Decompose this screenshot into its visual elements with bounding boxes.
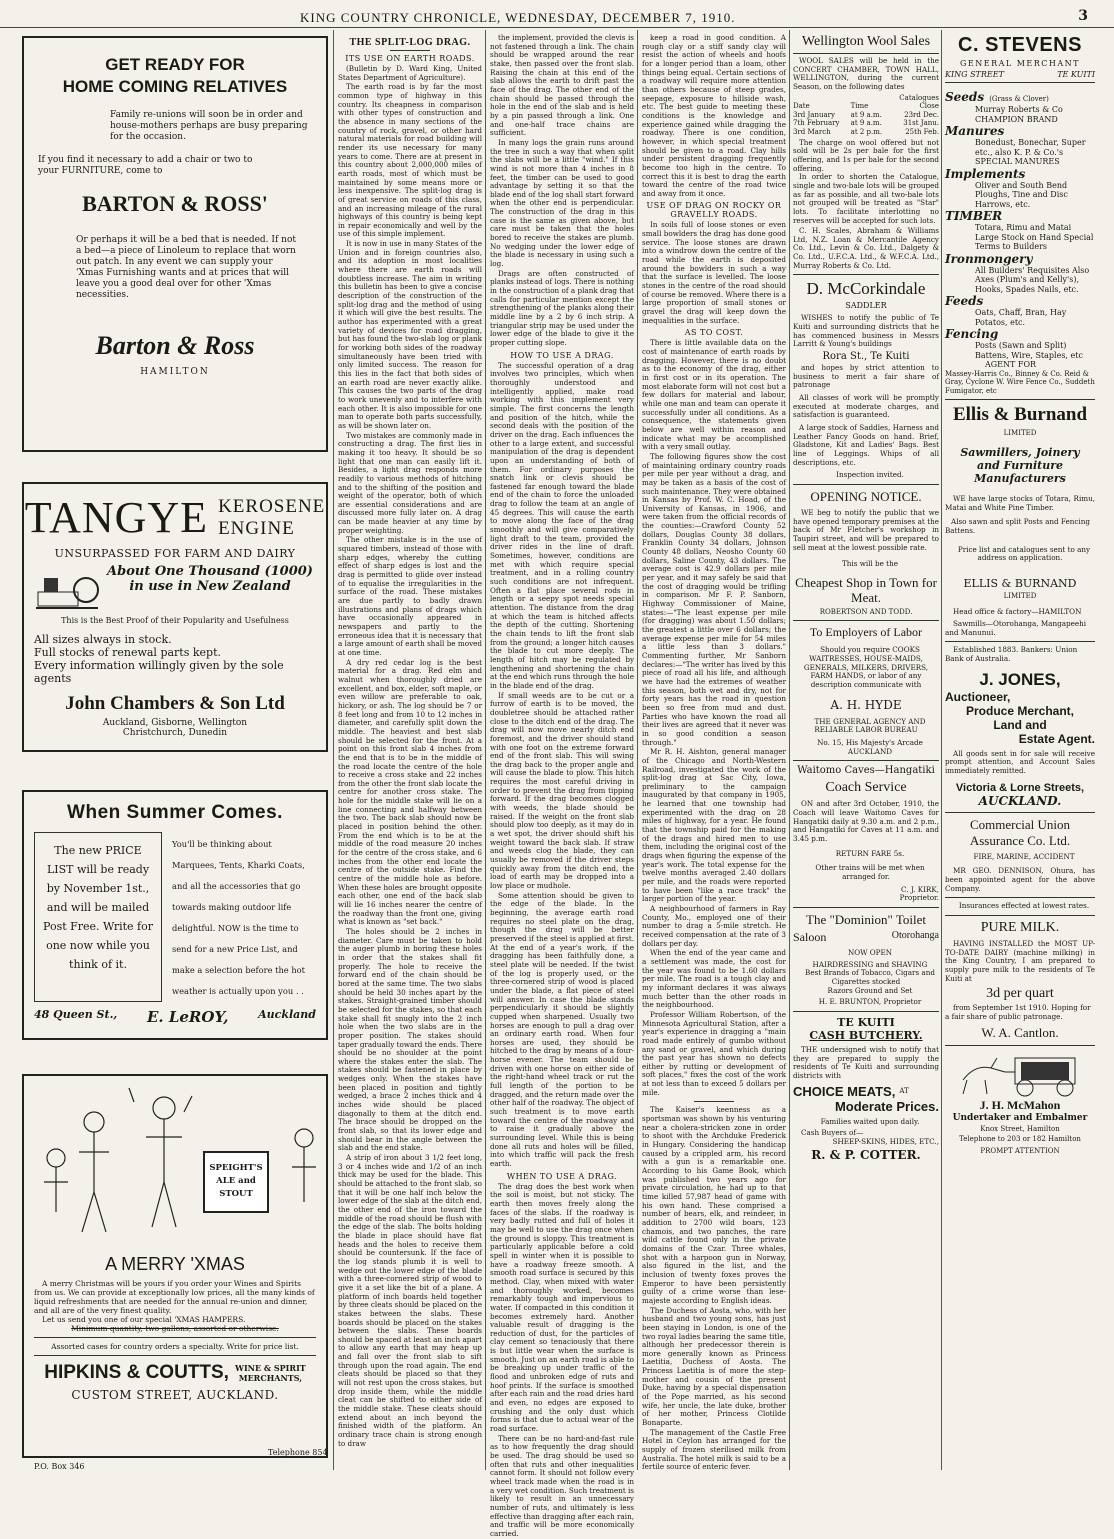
table-cell: 31st Janu.	[903, 119, 939, 128]
hipkins-hampers: Let us send you one of our special 'XMAS HAMPERS.	[42, 1315, 246, 1324]
ellis-body: WE have large stocks of Totara, Rimu, Matai and White Pine Timber.	[945, 493, 1095, 512]
article-paragraph: If small weeds are to be cut or a furrow of earth is to be moved, the doubletree should be attached rather close to the ditch end of the drag. The drag will now move nearly ditch end foremost, and the driver should stand with one foot on the extreme forward end of the front slab. This will swing the drag back to the proper angle and will cause the blade to plow. This hitch requires the most careful driving in order to prevent the drag from tipping forward. If the drag becomes clogged with weeds, the blade should be raised. If the weight on the front slab should plow too deeply, as it may do in a wet spot, the driver should shift his weight toward the back slab. If straw and weeds clog the blade, they can usually be removed if the driver steps quickly away from the ditch end, the load of earth may be dropped into a low place or mudhole.	[490, 690, 634, 890]
article-paragraph: Drags are often constructed of planks instead of logs. There is nothing in the construction of a plank drag that calls for particular mention except the strengthening of the planks along their middle line by a 2 by 6 inch strip. A triangular strip may be used under the lower edge of the blade to give it the proper cutting slope.	[490, 268, 634, 347]
jones-city: AUCKLAND.	[978, 793, 1062, 808]
speights-sign	[204, 1162, 268, 1201]
article-paragraph: The following figures show the cost of maintaining ordinary country roads per mile per year without a drag, and may be taken as a basis of the cost of such maintenance. They were obtained in Kansas by Prof. W. C. Hoad, of the University of Kansas, in 1906, and were taken from the official records of the counties:—Crawford County 52 dollars, Douglas County 38 dollars, Franklin County 34 dollars, Johnson County 48 dollars, Neosho County 60 dollars, Saline County, 43 dollars. The average cost is 42.9 dollars per mile per year, and it may safely be said that the cost of dragging would be trifling in comparison. Mr F. P. Sanborn, Highway Commissioner of Maine, states:—"The least expense per mile (for dragging) was about 1.50 dollars; the greatest a little over 6 dollars; the average expense per mile for 54 miles a little less than 3 dollars." Commenting further, Mr Sanborn declares:—"The writer has lived by this piece of road all his life, and although we have had the extremes of weather this season, both wet and dry, not for forty years has the road in question been so free from mud and dust. Parties who have known the road all their lives are agreed that it never was in so good condition a season through."	[642, 451, 786, 747]
jones-title: Produce Merchant,	[965, 703, 1075, 718]
saloon-town: Otorohanga	[891, 929, 939, 941]
hyde-ad	[793, 625, 939, 756]
wool-body: WOOL SALES will be held in the CONCERT CHAMBER, TOWN HALL, WELLINGTON, during the current Season, on the following dates	[793, 56, 939, 91]
mccork-body: and hopes by strict attention to business to merit a fair share of patronage	[793, 363, 939, 390]
section-label: Implements	[945, 166, 1026, 181]
opening-title: OPENING NOTICE.	[810, 488, 922, 504]
article-paragraph: The successful operation of a drag involves two principles, which when thoroughly understood and intelligently applied, make road working with this implement very simple. The first concerns the length and position of the hitch, while the second deals with the position of the driver on the drag. Each influences the other to a large extent, and successful manipulation of the drag is dependent upon an understanding of both of them. For ordinary purposes the snatch link or clevis should be fastened far enough toward the blade end of the chain to force the unloaded drag to follow the team at an angle of 45 degrees. This will cause the earth to move along the face of the drag smoothly and will give comparatively light draft to the team, provided the driver rides in the line of draft. Sometimes, however, conditions are met with which require special treatment, and in a rolling country such conditions are not infrequent. Often a flat place several rods in length or a seepy spot needs special attention. The distance from the drag at which the team is hitched affects the depth of the cutting. Shortening the chain tends to lift the front slab from the ground; a longer hitch causes the blade to cut more deeply. The length of hitch may be regulated by lengthening and shortening the chain at the end which runs through the hole in the blade end of the drag.	[490, 360, 634, 690]
article-paragraph: Two mistakes are commonly made in constructing a drag. The first lies in making it too heavy. It should be so light that one man can easily lift it. Besides, a light drag responds more readily to various methods of hitching and to the shifting of the position and weight of the operator, both of which are essential considerations and are discussed more fully later on. A drag can be made heavier at any time by proper weighting.	[338, 430, 482, 535]
ad-headline: HOME COMING RELATIVES	[62, 77, 288, 96]
list-item: Full stocks of renewal parts kept.	[34, 646, 221, 659]
tangye-name: TANGYE	[24, 493, 209, 542]
tangye-kind2: ENGINE	[218, 517, 295, 539]
butchery-choice: CHOICE MEATS,	[793, 1083, 896, 1099]
coach-prop: Proprietor.	[899, 893, 939, 903]
hyde-body: Should you require COOKS WAITRESSES, HOUSE-MAIDS, GENERALS, MILKERS, DRIVERS, FARM HANDS, or labor of any description communicate with	[803, 645, 929, 690]
butchery-title: CASH BUTCHERY.	[809, 1028, 923, 1042]
tangye-line1: UNSURPASSED FOR FARM AND DAIRY	[54, 547, 296, 560]
hipkins-firm: HIPKINS & COUTTS,	[44, 1362, 229, 1383]
wool-text: The charge on wool offered but not sold will be 2s per bale for the first offering, and 1s per bale for the second offering.	[793, 137, 939, 173]
article-column-3	[642, 34, 786, 1470]
mccork-body: All classes of work will be promptly executed at moderate charges, and satisfaction is guaranteed.	[793, 393, 939, 420]
table-cell: 25th Feb.	[905, 128, 939, 136]
article-paragraph: In soils full of loose stones or even small bowlders the drag has done good service. The loose stones are drawn into a windrow down the centre of the road while the earth is deposited around the bowlders in such a way that the surface is levelled. The loose stones in the centre of the road should of course be removed. Where there is a large proportion of small stones or gravel the drag will keep down the inequalities in the surface.	[642, 220, 786, 325]
article-paragraph: The drag does the best work when the soil is moist, but not sticky. The earth then moves freely along the faces of the slabs. If the roadway is very badly rutted and full of holes it may be well to use the drag once when the ground is sloppy. This treatment is particularly applicable before a cold spell in winter when it is possible to have a roadway freeze smooth. A smooth road surface is secured by this method. Clay, when mixed with water and thoroughly worked, becomes remarkably tough and impervious to water. If compacted in this condition it becomes extremely hard. Another valuable result of dragging is the reduction of dust, for the particles of clay cement so tenaciously that there is but little wear when the surface is smooth. Just on an earth road is able to be breaking up under traffic of the flood and unbroken edge of ruts and hoof prints. If the surface is smoothed after each rain and the road dries hard and even, no edges are exposed to crushing and the only dust which forms is that due to actual wear of the road surface.	[490, 1181, 634, 1434]
column-rule	[941, 30, 942, 1470]
opening-cheap: Cheapest Shop in Town for Meat.	[795, 574, 937, 605]
table-cell: at 9 a.m.	[850, 110, 882, 119]
leroy-city: Auckland	[258, 1008, 316, 1021]
coach-service-ad	[793, 765, 939, 903]
article-paragraph: Professor William Robertson, of the Minnesota Agricultural Station, after a year's experience in dragging a "main road made entirely of gumbo without any sand or gravel, and which during the past year has shown no defects either by rutting or development of soft places," fixes the cost of the work at not less than to exceed 5 dollars per mile.	[642, 1009, 786, 1097]
section-label: TIMBER	[945, 209, 1003, 223]
list-item: Every information willingly given by the sole agents	[34, 659, 284, 685]
wool-dates-table	[793, 94, 939, 137]
po-box: P.O. Box 346	[34, 1462, 85, 1471]
sign-line: ALE and	[216, 1176, 256, 1186]
article-paragraph: The other mistake is in the use of squared timbers, instead of those with sharp edges, whereby the cutting effect of sharp edges is lost and the drag is permitted to glide over instead of to equalise the irregularities in the surface of the road. These mistakes are due partly to badly drawn illustrations and plans of drags which have occasionally appeared in newspapers and partly to the erroneous idea that it is necessary that a large amount of earth shall be moved at one time.	[338, 535, 482, 657]
ellis-title: Ellis & Burnand	[952, 404, 1088, 426]
leroy-name: E. LeROY,	[146, 1008, 229, 1026]
jones-body: All goods sent in for sale will receive prompt attention, and Account Sales immediately remitted.	[945, 748, 1095, 775]
table-header: Date	[793, 102, 810, 111]
wool-text: In order to shorten the Catalogue, single and two-bale lots will be grouped as far as possible, and all two-bale lots not grouped will be treated as "Star" lots. To facilitate interlotting no reserves will be accepted for such lots.	[793, 172, 939, 225]
tangye-firm: John Chambers & Son Ltd	[65, 693, 285, 714]
commercial-lines: FIRE, MARINE, ACCIDENT	[973, 851, 1075, 861]
tangye-kind1: KEROSENE	[218, 495, 326, 517]
ellis-trade: Manufacturers	[974, 471, 1066, 485]
mcmahon-ad	[945, 1050, 1095, 1156]
article-subhead: USE OF DRAG ON ROCKY OR GRAVELLY ROADS.	[646, 201, 782, 220]
column-rule	[789, 30, 790, 1470]
section-body: Bonedust, Bonechar, Super etc., also K. P. & Co.'s SPECIAL MANURES	[975, 138, 1086, 166]
leroy-address: 48 Queen St.,	[34, 1008, 118, 1021]
barton-ross-ad	[22, 36, 328, 452]
tangye-kind	[218, 496, 325, 540]
table-cell: 3rd January	[793, 110, 835, 119]
hyde-city: AUCKLAND	[847, 746, 893, 756]
section-body: Totara, Rimu and Matai Large Stock on Hand Special Terms to Builders	[975, 223, 1094, 251]
table-cell: 23rd Dec.	[904, 110, 939, 119]
jones-title: Auctioneer,	[945, 689, 1011, 704]
article-subhead: HOW TO USE A DRAG.	[510, 350, 614, 360]
milk-title: PURE MILK.	[980, 919, 1060, 935]
news-paragraph: The management of the Castle Free Hotel in Ceylon has arranged for the supply of frozen sterilised milk from Australia. The hotel milk is said to be a fertile source of enteric fever.	[642, 1427, 786, 1472]
trade-line: WINE & SPIRIT	[234, 1363, 306, 1373]
article-paragraph: When the end of the year came and a settlement was made, the cost for the year was found to be 1.60 dollars per mile. The road is a tough clay and my informant declares it was always much better than the other roads in the neighbourhood.	[642, 948, 786, 1010]
ellis-name2: ELLIS & BURNAND	[963, 576, 1077, 590]
butchery-body: THE undersigned wish to notify that they are prepared to supply the residents of Te Kuiti and surrounding districts with	[793, 1044, 939, 1080]
tangye-line3: This is the Best Proof of their Popularity and Usefulness	[61, 616, 289, 625]
article-paragraph: the implement, provided the clevis is not fastened through a link. The chain should be wrapped around the rear stake, then passed over the front slab. Raising the chain at this end of the slab allows the earth to drift past the face of the drag. The other end of the chain should be passed through the hole in the end of the slab and is held by a pin passed through a link. One and one-half trace chains are sufficient.	[490, 33, 634, 138]
mccork-body: WISHES to notify the public of Te Kuiti and surrounding districts that he has commenced business in Messrs Larritt & Young's buildings	[793, 313, 939, 349]
hipkins-phone: Telephone 854	[268, 1448, 328, 1457]
ellis-office: Head office & factory—HAMILTON	[953, 607, 1082, 617]
hipkins-firm-row	[34, 1362, 316, 1384]
ad-signature: Barton & Ross	[95, 331, 255, 360]
table-cell: 3rd March	[793, 128, 831, 136]
hyde-title: To Employers of Labor	[809, 625, 923, 640]
jones-street: Victoria & Lorne Streets,	[955, 781, 1085, 794]
small-ads-column	[793, 34, 939, 1470]
hearse-illustration	[945, 1050, 1095, 1098]
butchery-families: Families waited upon daily.	[820, 1116, 920, 1126]
saloon-brands: Best Brands of Tobacco, Cigars and Cigarettes stocked	[805, 968, 935, 986]
jones-est: Established 1883. Bankers: Union Bank of Australia.	[945, 645, 1078, 664]
article-paragraph: Some attention should be given to the edge of the blade. In the beginning, the average earth road requires no steel plate on the drag, though the drag will be better preserved if the steel is applied at first. At the end of a year's work, if the dragging has been faithfully done, a steel plate will be needed. If the twist of the log is properly used, or the three-cornered strip of wood is placed under the blade, a flat piece of steel will answer. In case the blade stands perpendicularly it should be slightly cupped when sharpened. Usually two horses are enough to pull a drag over an ordinary earth road. When four horses are used, they should be hitched to the drag by means of a four-horse evener. The team should be driven with one horse on either side of the right-hand wheel track or rut the full length of the portion to be dragged, and the return made over the other half of the roadway. The object of such treatment is to move earth toward the centre of the roadway and to raise it gradually above the surrounding level. While this is being done all ruts and holes will be filled, into which traffic will pack the fresh earth.	[490, 890, 634, 1168]
saloon-body: HAIRDRESSING and SHAVING	[812, 959, 928, 969]
section-body: All Builders' Requisites Also Axes (Plum's and Kelly's), Hooks, Spades Nails, etc.	[975, 265, 1090, 294]
mcmahon-attention: PROMPT ATTENTION	[980, 1146, 1060, 1155]
ad-intro: Family re-unions will soon be in order and house-mothers perhaps are busy preparing for the occasion.	[110, 110, 308, 142]
table-header: Time	[850, 102, 869, 111]
column-rule	[485, 30, 486, 1470]
article-paragraph: Mr R. H. Aishton, general manager of the Chicago and North-Western Railroad, investigated the work of the split-log drag at Sac City, Iowa, preliminary to the campaign inaugurated by that company in 1905, he learned that one township had experimented with the drag on 28 miles of highway, for a year. He found that the township paid for the making of the drags and hired men to use them, including the original cost of the drags when figuring the expense of the year's work. The total expense for the twelve months averaged 2.40 dollars per mile, and the roads were reported to have been "like a race track" the larger portion of the year.	[642, 747, 786, 904]
saloon-title: The "Dominion" Toilet	[806, 911, 926, 927]
mccork-street: Rora St., Te Kuiti	[822, 351, 910, 363]
article-subtitle: ITS USE ON EARTH ROADS.	[345, 54, 475, 63]
section-label: Ironmongery	[945, 251, 1033, 266]
ellis-limited: LIMITED	[1003, 429, 1037, 438]
stevens-agent-body: Massey-Harris Co., Binney & Co. Reid & Gray, Cyclone W. Wire Fence Co., Suddeth Fumigator, etc	[945, 369, 1095, 395]
butchery-at: AT	[899, 1086, 909, 1095]
coach-fare: RETURN FARE 5s.	[835, 848, 905, 858]
hipkins-coutts-ad	[22, 1074, 328, 1458]
saloon-open: NOW OPEN	[847, 947, 893, 957]
table-cell: at 9 a.m.	[850, 119, 882, 128]
christmas-illustration	[34, 1082, 316, 1252]
leroy-title: When Summer Comes.	[67, 802, 283, 823]
article-paragraph: keep a road in good condition. A rough clay or a stiff sandy clay will resist the action of wheels and hoofs for a longer period than a loam, other things being equal. Certain sections of a roadway will require more attention than others because of steep grades, seepage, exposure to hillside wash, etc. The best guide to meeting these conditions is the knowledge and experience gained while dragging the roadway. There is one condition, however, in which special treatment should be given to a road. Clay hills under persistent dragging frequently become too high in the centre. To correct this it is best to drag the earth toward the centre of the road twice and away from it once.	[642, 33, 786, 198]
leroy-footer	[34, 1008, 316, 1026]
commercial-note: Insurances effected at lowest rates.	[958, 901, 1090, 911]
butchery-prices: Moderate Prices.	[834, 1098, 939, 1114]
mcmahon-name: J. H. McMahon	[979, 1097, 1061, 1112]
table-header: Catalogues	[899, 93, 939, 102]
butchery-town: TE KUITI	[837, 1015, 895, 1029]
stevens-ad	[945, 34, 1095, 395]
article-paragraph: There can be no hard-and-fast rule as to how frequently the drag should be used. The drag should be used so often that ruts and other inequalities cannot form. It should not follow every wheel track made when the road is in a very wet condition. Such treatment is likely to result in an unnecessary number of ruts, and ultimately is less effective than dragging after each rain, and traffic will be more economically carried.	[490, 1433, 634, 1538]
coach-title: Waitomo Caves—Hangatiki	[797, 765, 935, 777]
commercial-title: Commercial Union Assurance Co. Ltd.	[969, 816, 1071, 848]
coach-body: ON and after 3rd October, 1910, the Coach will leave Waitomo Caves for Hangatiki daily at 9.30 a.m. and 2 p.m., and Hangatiki for Caves at 11 a.m. and 3.45 p.m.	[793, 799, 939, 843]
table-row	[793, 111, 939, 120]
stevens-address	[945, 70, 1095, 79]
milk-name: W. A. Cantlon.	[981, 1024, 1059, 1040]
mccork-trade: SADDLER	[845, 301, 887, 311]
mccorkindale-ad	[793, 279, 939, 480]
jones-ad	[945, 646, 1095, 807]
tangye-cities: Auckland, Gisborne, Wellington	[102, 718, 248, 728]
opening-body: WE beg to notify the public that we have opened temporary premises at the back of Mr Fletcher's workshop in Taupiri street, and will be prepared to sell meat at the lowest possible rate.	[793, 507, 939, 552]
stevens-agent: AGENT FOR	[985, 360, 1037, 369]
hipkins-assorted: Assorted cases for country orders a specialty. Write for price list.	[51, 1342, 299, 1351]
trade-line: MERCHANTS,	[238, 1373, 302, 1383]
saloon-razors: Razors Ground and Set	[827, 985, 913, 995]
section-body: Oats, Chaff, Bran, Hay Potatos, etc.	[975, 308, 1067, 327]
sign-line: STOUT	[219, 1189, 253, 1199]
list-item: All sizes always in stock.	[34, 633, 172, 646]
mccork-body: A large stock of Saddles, Harness and Leather Fancy Goods on hand. Brief, Gladstone, Kit and Ladies' Bags. Best line of Leggings. Whips of all descriptions, etc.	[793, 423, 939, 467]
dominion-saloon-ad	[793, 912, 939, 1007]
ellis-limited2: LIMITED	[1003, 591, 1037, 600]
ellis-body: Price list and catalogues sent to any address on application.	[957, 544, 1091, 563]
section-note: (Grass & Clover)	[989, 95, 1049, 103]
ellis-mills: Sawmills—Otorohanga, Mangapeehi and Manunui.	[945, 619, 1087, 637]
article-paragraph: The earth road is by far the most common type of highway in this country. Its cheapness in comparison with other types of construction and the absence in many sections of the country of rock, gravel, or other hard natural materials for road building will render its use necessary for many years to come. There are at present in this country about 2,000,000 miles of earth roads, most of which must be maintained by some means more or less inexpensive. The split-log drag is of great service on roads of this class, and an increasing mileage of the rural highways of this country is being kept in repair economically and well by the use of this simple implement.	[338, 82, 482, 239]
column-rule	[333, 30, 334, 1470]
hipkins-minimum: Minimum quantity, two gallons, assorted or otherwise.	[71, 1324, 279, 1333]
butchery-skins: SHEEP-SKINS, HIDES, ETC.,	[832, 1136, 939, 1146]
engine-icon	[34, 564, 104, 614]
saloon-title2: Saloon	[793, 929, 827, 944]
opening-firm: ROBERTSON AND TODD.	[819, 607, 913, 616]
cash-butchery-ad	[793, 1016, 939, 1163]
opening-notice-ad	[793, 489, 939, 617]
section-body: Oliver and South Bend Ploughs, Tine and Disc Harrows, etc.	[975, 180, 1068, 209]
wool-sales-ad	[793, 34, 939, 270]
ellis-body: Also sawn and split Posts and Fencing Battens.	[945, 517, 1090, 535]
article-subhead: WHEN TO USE A DRAG.	[506, 1171, 618, 1181]
masthead-title: KING COUNTRY CHRONICLE, WEDNESDAY, DECEMBER 7, 1910.	[300, 10, 736, 25]
right-ads-column	[945, 34, 1095, 1470]
opening-line: This will be the	[842, 559, 898, 569]
news-paragraph: The Kaiser's keenness as a sportsman was shown by his venturing near a cholera-stricken zone in order to shoot with the Archduke Frederick in Hungary. Considering the handicap caused by a crippled arm, his record with a gun is a remarkable one. According to his Game Book, which was published two years ago for private circulation, he had up to that time killed 57,987 head of game with his own hand. These comprised a number of bears, elk, and reindeer, in addition to 2700 wild boars, 123 chamois, and two panches, the rare wild cattle found only in the private domains of the Czar. Three whales, shot with a harpoon gun in Norway, also figured in the list, and the inclusion of twenty foxes proves the Emperor to have been persistently guilty of a crime worse than lese-majeste according to English ideas.	[642, 1105, 786, 1305]
table-row	[793, 128, 939, 137]
masthead	[0, 6, 1114, 28]
commercial-body: MR GEO. DENNISON, Ohura, has been appointed agent for the above Company.	[945, 866, 1095, 893]
article-subhead: AS TO COST.	[684, 328, 744, 338]
leroy-ad	[22, 790, 328, 1040]
article-paragraph: A strip of iron about 3 1/2 feet long, 3 or 4 inches wide and 1/2 of an inch thick may be used for the blade. This should be attached to the front slab, so that it will be one half inch below the lower edge of the slab at the ditch end, the other end of the iron toward the middle of the road should be flush with the edge of the slab. The bolts holding the blade in place should have flat heads and the holes to receive them should be countersunk. If the face of the log stands plumb it is well to wedge out the lower edge of the blade with a three-cornered strip of wood to give it a set like the bit of a plane. A platform of inch boards held together by three cleats should be placed on the stakes between the slabs. These boards should be placed on the stakes between the slabs. These boards should be spaced at least an inch apart to allow any earth that may heap up and fall over the front slab to sift through upon the road again. The end cleats should be placed so that they will not rest upon the cross stakes, but drop inside them, while the middle cleat can be shifted to either side of the middle stake. These cleats should extend about an inch beyond the finished width of the platform. An ordinary trace chain is strong enough to draw	[338, 1153, 482, 1448]
stevens-street: KING STREET	[945, 70, 1004, 79]
hipkins-street: CUSTOM STREET, AUCKLAND.	[71, 1388, 279, 1402]
ad-brand: BARTON & ROSS'	[82, 191, 268, 216]
article-paragraph: There is little available data on the cost of maintenance of earth roads by dragging. However, there is no doubt as to the economy of the drag, either in first cost or in its operation. The most elaborate form will not cost but a few dollars for material and labour, while one man and team can operate it successfully under all conditions. As a consequence, the statements given below are well within reason and indicate what may be accomplished with a very small outlay.	[642, 338, 786, 452]
article-paragraph: The holes should be 2 inches in diameter. Care must be taken to hold the auger plumb in boring these holes in order that the stakes shall fit properly. The hole to receive the forward end of the chain should be bored at the same time. The two slabs should be held 30 inches apart by the stakes. Straight-grained timber should be selected for the stakes, so that each stake shall fit snugly into the 2 inch hole when the two slabs are in the proper position. The stakes should taper gradually toward the ends. There should be no shoulder at the point where the stakes enter the slab. The stakes should be fastened in place by wedges only. When the stakes have been placed in position and tightly wedged, a brace 2 inches thick and 4 inches wide should be placed diagonally to them at the ditch end. The brace should be dropped on the front slab, so that its lower edge and should bear in the angle between the slab and the end stake.	[338, 926, 482, 1153]
article-paragraph: In many logs the grain runs around the tree in such a way that when split the slabs will be a little "wind." If this wind is not more than 4 inches in 8 feet, the timber can be used to good advantage by setting it so that the blade end of the log shall start forward when the other end is perpendicular. The construction of the drag in this case is the same as given above, but care must be taken that the holes bored to receive the stakes are plumb. No wedging under the lower edge of the blade is necessary in using such a log.	[490, 137, 634, 269]
saloon-name: H. E. BRUNTON, Proprietor	[818, 997, 922, 1007]
milk-from: from September 1st 1910. Hoping for a fair share of public patronage.	[945, 1003, 1091, 1021]
table-cell: at 2 p.m.	[850, 128, 883, 136]
mcmahon-trade: Undertaker and Embalmer	[952, 1112, 1088, 1123]
ad-headline: GET READY FOR	[105, 55, 245, 74]
hyde-name: A. H. HYDE	[830, 697, 902, 712]
section-label: Seeds	[945, 90, 985, 104]
ad-city: HAMILTON	[140, 367, 210, 377]
coach-name: C. J. KIRK,	[901, 884, 939, 894]
hipkins-title: A MERRY 'XMAS	[105, 1254, 245, 1274]
commercial-union-ad	[945, 817, 1095, 911]
hipkins-trade	[235, 1363, 306, 1383]
hyde-address: No. 15, His Majesty's Arcade	[817, 738, 923, 748]
stevens-name: C. STEVENS	[958, 34, 1082, 56]
wool-agents: C. H. Scales, Abraham & Williams Ltd, N.Z. Loan & Mercantile Agency Co. Ltd., Levin & Co. Ltd., Dalgety & Co. Ltd., U.F.C.A. Ltd., & W.F.C.A. Ltd., Murray Roberts & Co. Ltd.	[793, 226, 939, 270]
article-column-2	[490, 33, 634, 1538]
article-column-1	[338, 34, 482, 1470]
tangye-ad	[22, 482, 328, 752]
pure-milk-ad	[945, 920, 1095, 1041]
article-paragraph: It is now in use in many States of the Union and in foreign countries also, and its adoption in most localities where there are earth roads will doubtless increase. The aim in writing this bulletin has been to give a concise description of the construction of the split-log drag and the method of using it which will give the best results. The author has experimented with a great variety of devices for road dragging, but has found the two-slab log or plank for working both sides of the roadway simultaneously have been tried with only limited success. The reason for this lies in the fact that both sides of an earth road are never exactly alike. This causes the two parts of the drag to work unevenly and to interfere with each other. It is also impossible for one man to operate both parts successfully, as will be shown later on.	[338, 239, 482, 430]
article-byline: (Bulletin by D. Ward King, United States Department of Agriculture).	[338, 64, 482, 82]
section-body: Murray Roberts & Co CHAMPION BRAND	[975, 105, 1063, 124]
table-row	[793, 119, 939, 128]
milk-body: HAVING INSTALLED the MOST UP-TO-DATE DAIRY (machine milking) in the King Country, I am prepared to supply pure milk to the residents of Te Kuiti at	[945, 938, 1095, 983]
butchery-choice-row	[793, 1084, 939, 1099]
table-cell: 7th February	[793, 119, 840, 128]
ellis-trade: Sawmillers, Joinery	[960, 445, 1080, 459]
jones-title: Estate Agent.	[1018, 731, 1095, 746]
mcmahon-street: Knox Street, Hamilton	[980, 1124, 1060, 1133]
leroy-right: You'll be thinking about Marquees, Tents, Kharki Coats, and all the accessories that go towards making outdoor life delightful. NOW is the time to send for a new Price List, and make a selection before the hot weather is actually upon you . .	[172, 839, 306, 996]
news-paragraph: The Duchess of Aosta, who, with her husband and two young sons, has just been staying in London, is one of the two royal ladies bearing the same title, although her predecessor therein is more generally known as Princess Laetitia, Duchess of Aosta. The Princess Laetitia is of more the step-mother and cousin of the present Duke, having by a special dispensation of the Pope married, as his second wife, her uncle, the late duke, brother of her mother, Princess Clotilde Bonaparte.	[642, 1305, 786, 1428]
ellis-burnand-ad	[945, 404, 1095, 637]
mcmahon-phone: Telephone to 203 or 182 Hamilton	[959, 1135, 1081, 1144]
column-rule	[637, 30, 638, 1470]
stevens-trade: GENERAL MERCHANT	[960, 59, 1080, 68]
mccork-invite: Inspection invited.	[836, 470, 904, 480]
saloon-row	[793, 930, 939, 945]
leroy-left: The new PRICE LIST will be ready by November 1st., and will be mailed Post Free. Write for one now while you think of it.	[34, 832, 162, 1002]
coach-other: Other trains will be met when arranged for.	[815, 863, 925, 881]
tangye-line2: About One Thousand (1000) in use in New Zealand	[107, 564, 313, 594]
section-label: Fencing	[945, 327, 999, 341]
coach-title: Coach Service	[825, 780, 907, 796]
ellis-trade: and Furniture	[976, 458, 1064, 472]
section-label: Feeds	[945, 294, 984, 308]
table-header: Close	[919, 102, 939, 111]
mccork-title: D. McCorkindale	[806, 279, 926, 299]
article-title: THE SPLIT-LOG DRAG.	[349, 37, 471, 48]
section-label: Manures	[945, 124, 1005, 138]
article-paragraph: A dry red cedar log is the best material for a drag. Red elm and walnut when thoroughly dried are excellent, and box, elder, soft maple, or even willow are preferable to oak, hickory, or ash. The log should be 7 or 8 feet long and from 10 to 12 inches in diameter, and carefully split down the middle. The heaviest and best slab should be selected for the front. At a point on this front slab 4 inches from the end that is to be in the middle of the road locate the centre of the hole to receive a cross stake and 22 inches from the other the front slab locate the centre for another cross stake. The hole for the middle stake will lie on a line connecting and halfway between the two. The back slab should now be placed in position behind the other. From the end which is to be at the middle of the road measure 20 inches for the centre of the cross stake, and 6 inches from the other end locate the centre of the outside stake. Find the centre of the middle hole as before. When these holes are brought opposite each other, one end of the back slab will lie 16 inches nearer the centre of the roadway than the front one, giving what is known as "set back."	[338, 657, 482, 927]
hyde-agency: THE GENERAL AGENCY AND RELIABLE LABOR BUREAU	[814, 716, 926, 735]
butchery-buyers: Cash Buyers of—	[801, 1128, 864, 1138]
jones-title: Land and	[993, 717, 1047, 732]
butchery-firm: R. & P. COTTER.	[811, 1148, 921, 1163]
stevens-section	[945, 86, 1095, 105]
wool-title: Wellington Wool Sales	[801, 34, 931, 49]
ad-text: If you find it necessary to add a chair or two to your FURNITURE, come to	[38, 155, 253, 176]
tangye-cities: Christchurch, Dunedin	[122, 728, 228, 738]
article-paragraph: A neighbourhood of farmers in Ray County, Mo., employed one of their number to drag a 5-mile stretch. He received compensation at the rate of 3 dollars per day.	[642, 904, 786, 948]
stevens-town: TE KUITI	[1057, 70, 1095, 79]
tangye-list	[34, 633, 316, 685]
page-number: 3	[1078, 8, 1088, 24]
section-body: Posts (Sawn and Split) Battens, Wire, Staples, etc	[975, 341, 1083, 360]
ad-body: Or perhaps it will be a bed that is needed. If not a bed—a piece of Linoleum to replace that worn out patch. In any event we can supply your 'Xmas Furnishing wants and at prices that will leave you a good deal over for other 'Xmas necessities.	[76, 235, 296, 300]
hipkins-body: A merry Christmas will be yours if you order your Wines and Spirits from us. We can provide at exceptionally low prices, all the many kinds of liquid refreshments that are needed for the annual re-union and dinner, and all are of the very finest quality.	[34, 1279, 315, 1315]
milk-price: 3d per quart	[986, 986, 1054, 1002]
jones-name: J. JONES,	[979, 669, 1061, 689]
sign-line: SPEIGHT'S	[209, 1163, 263, 1173]
